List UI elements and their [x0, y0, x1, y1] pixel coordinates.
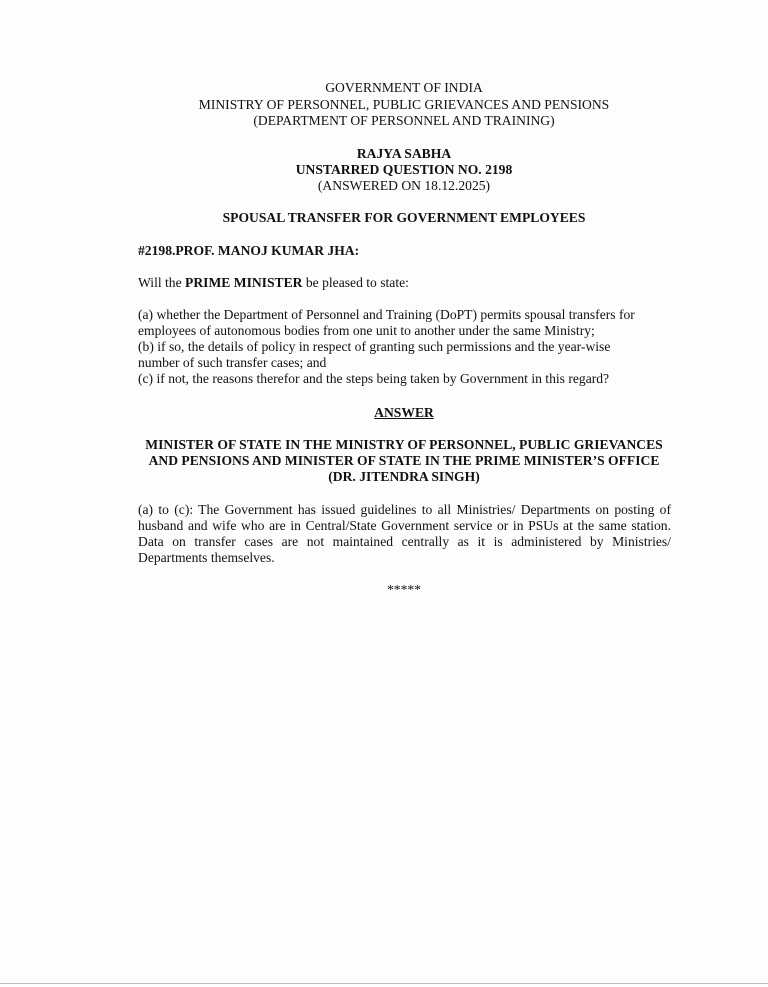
question-number: UNSTARRED QUESTION NO. 2198 [295, 162, 513, 177]
minister-line: MINISTER OF STATE IN THE MINISTRY OF PERSONNEL, PUBLIC GRIEVANCES [145, 437, 663, 452]
question-intro [138, 274, 409, 291]
minister-name: (DR. JITENDRA SINGH) [328, 469, 480, 484]
minister-line: AND PENSIONS AND MINISTER OF STATE IN THE PRIME MINISTER’S OFFICE [148, 453, 660, 468]
questioner-name: #2198.PROF. MANOJ KUMAR JHA: [138, 243, 360, 258]
subject-title: SPOUSAL TRANSFER FOR GOVERNMENT EMPLOYEES [222, 210, 586, 225]
intro-before: Will the [138, 275, 186, 290]
question-line: (b) if so, the details of policy in respect of granting such permissions and the year-wise [138, 339, 611, 354]
end-mark: ***** [387, 582, 421, 597]
page-edge-divider [0, 983, 768, 984]
question-line: number of such transfer cases; and [138, 355, 327, 370]
house-name: RAJYA SABHA [356, 146, 452, 161]
answered-date: (ANSWERED ON 18.12.2025) [317, 178, 491, 193]
question-line: (c) if not, the reasons therefor and the steps being taken by Government in this regard? [138, 371, 610, 386]
question-line: employees of autonomous bodies from one unit to another under the same Ministry; [138, 323, 595, 338]
header-department: (DEPARTMENT OF PERSONNEL AND TRAINING) [253, 113, 555, 128]
header-ministry: MINISTRY OF PERSONNEL, PUBLIC GRIEVANCES AND PENSIONS [198, 97, 610, 112]
question-line: (a) whether the Department of Personnel and Training (DoPT) permits spousal transfers for [138, 307, 635, 322]
answer-paragraph: (a) to (c): The Government has issued guidelines to all Ministries/ Departments on posting of husband and wife who are in Central/State Government service or in PSUs at the same station. Data on transfer cases are not maintained centrally as it is administered by Ministries/ Departments themselves. [138, 502, 671, 565]
intro-after: be pleased to state: [302, 275, 409, 290]
intro-addressee: PRIME MINISTER [185, 275, 303, 290]
header-government: GOVERNMENT OF INDIA [325, 80, 483, 95]
answer-heading: ANSWER [374, 405, 434, 420]
